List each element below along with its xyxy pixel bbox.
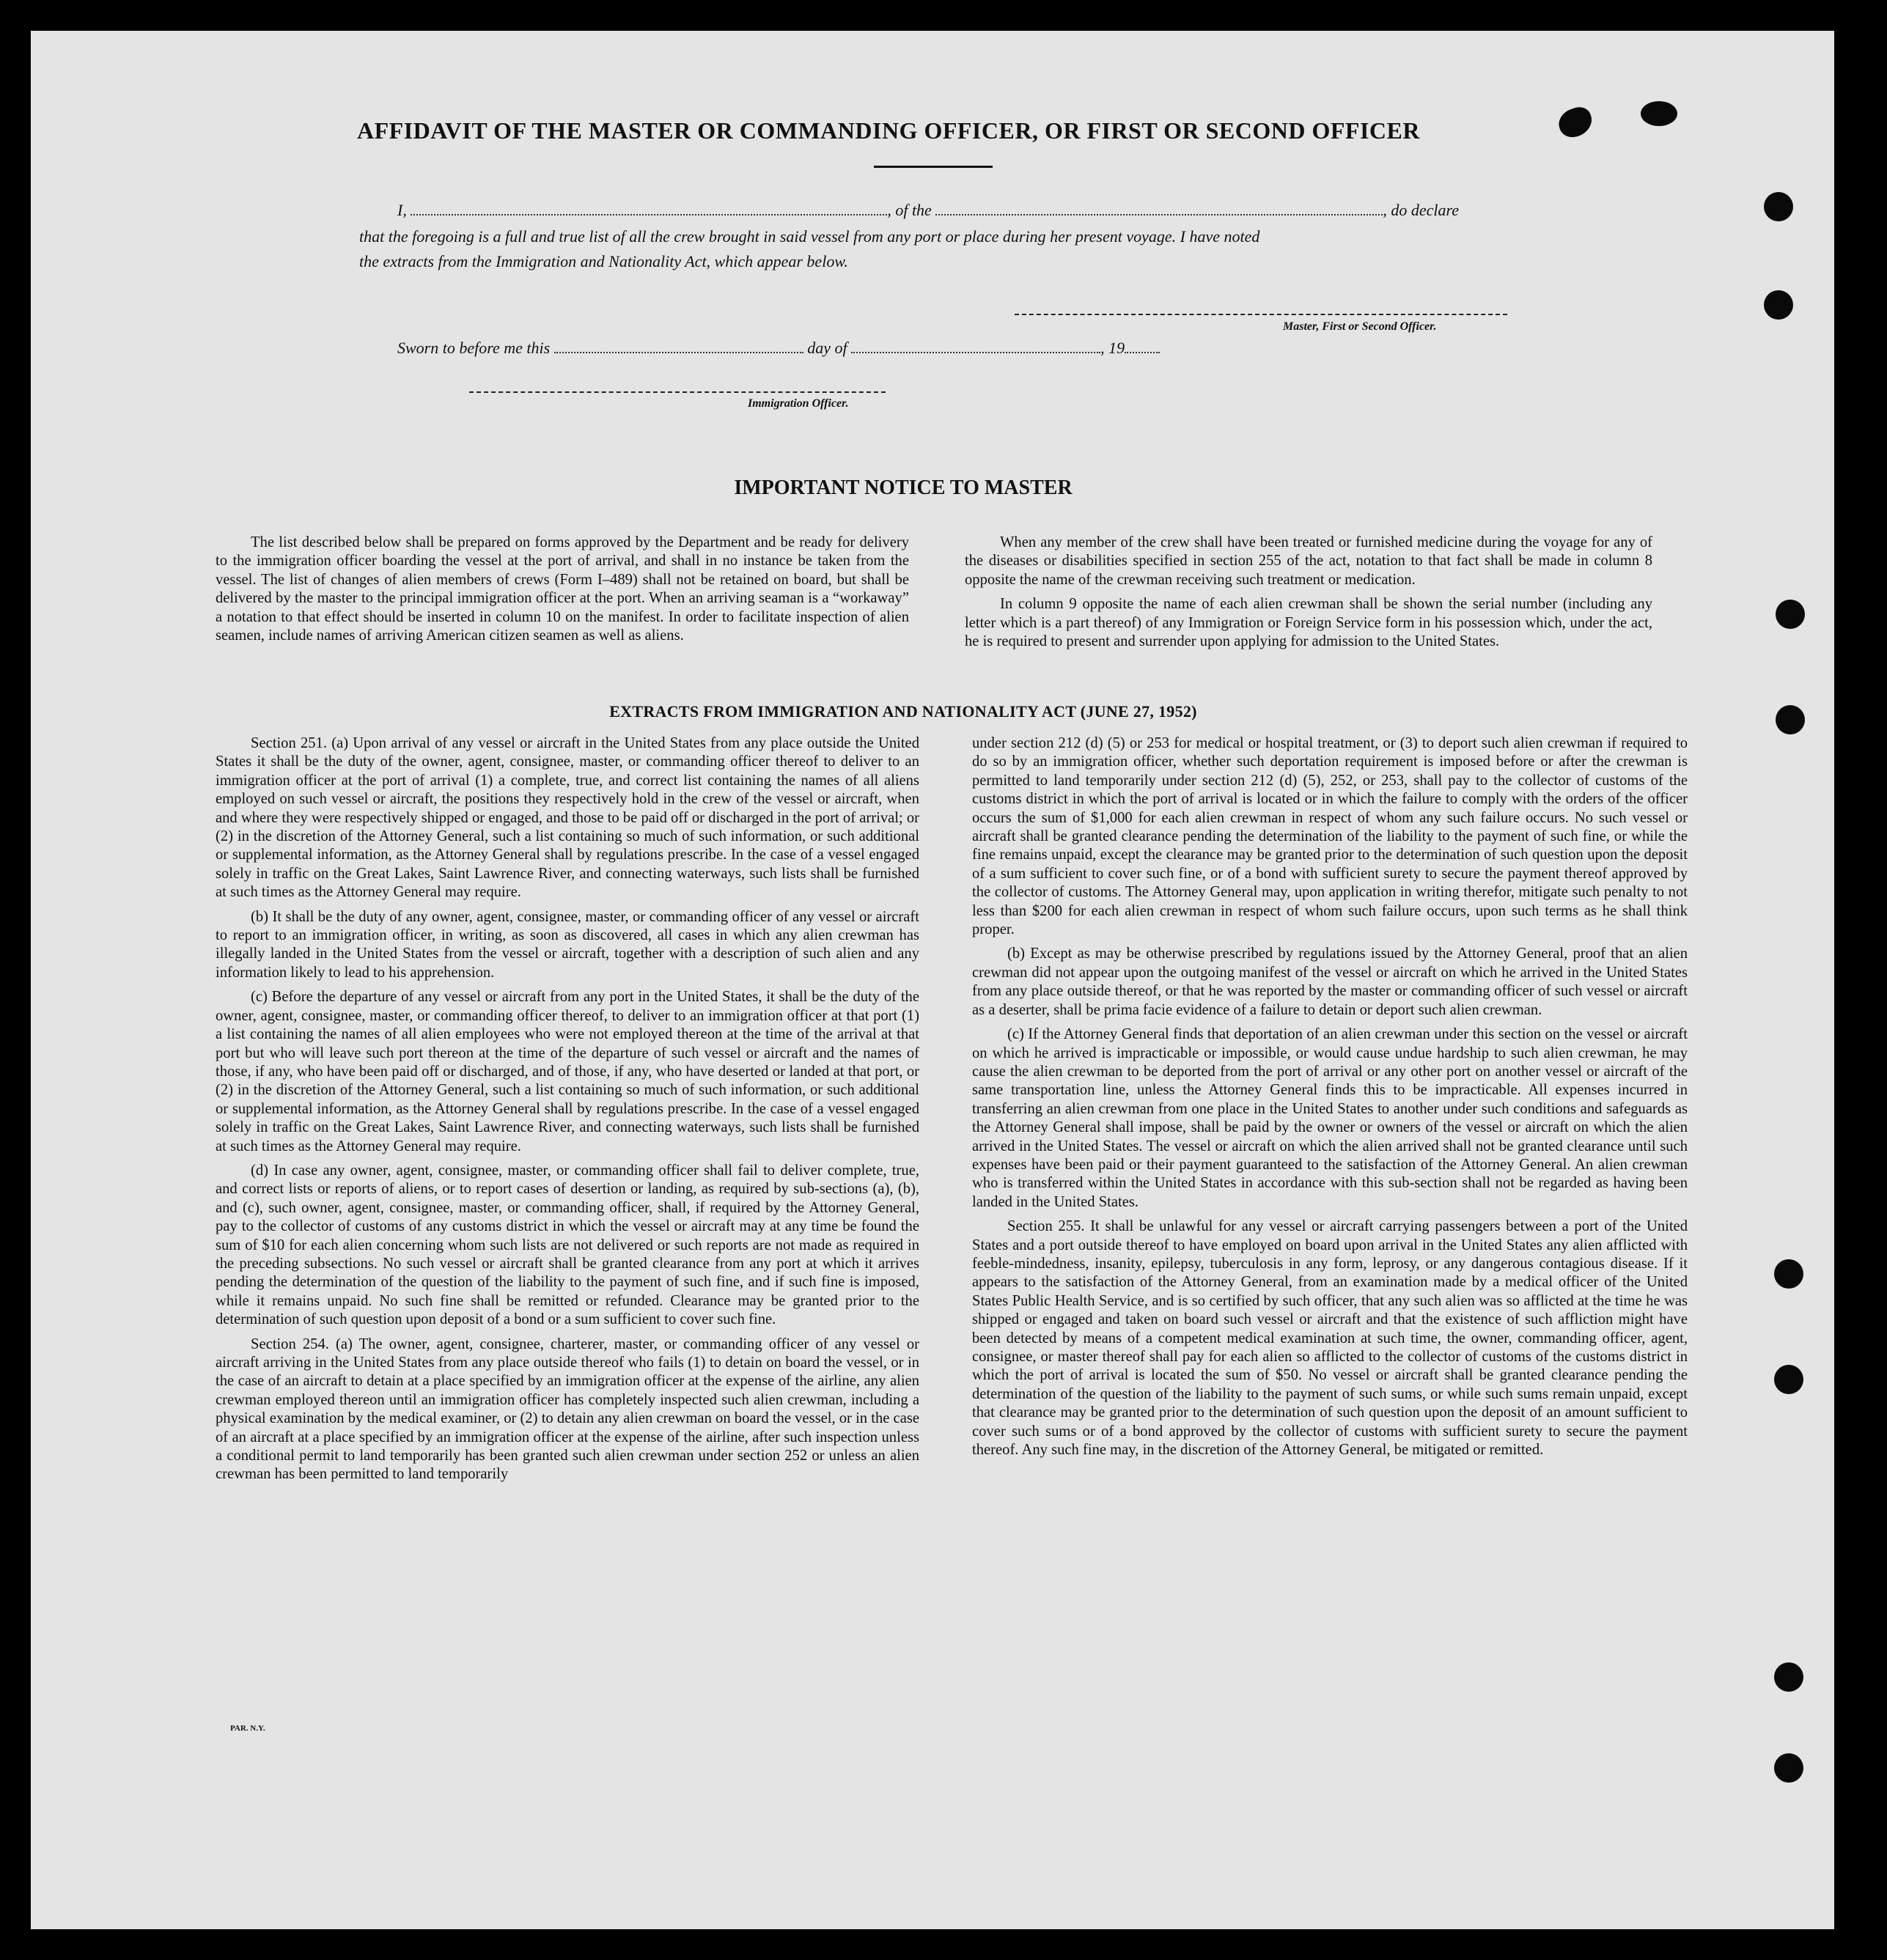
extract-section-251a: Section 251. (a) Upon arrival of any vessel or aircraft in the United States from any place outside the United States it shall be the duty of the owner, agent, consignee, master, or commanding officer thereof to deliver to an immigration officer at the port of arrival (1) a complete, true, and correct list containing the names of all aliens employed on such vessel or aircraft, the positions they respectively hold in the crew of the vessel or aircraft, when and where they were respectively shipped or engaged, and those to be paid off or discharged in the port of arrival; or (2) in the discretion of the Attorney General, such a list containing so much of such information, or such additional or supplemental information, as the Attorney General shall by regulations prescribe. In the case of a vessel engaged solely in traffic on the Great Lakes, Saint Lawrence River, and connecting waterways, such lists shall be furnished at such times as the Attorney General may require. (216, 735, 919, 901)
master-signature-caption: Master, First or Second Officer. (1283, 320, 1437, 333)
extract-section-254c: (c) If the Attorney General finds that deportation of an alien crewman under this section on the vessel or aircraft on which he arrived is impracticable or impossible, or would cause undue hardship to such alien crewman, he may cause the alien crewman to be deported from the port of arrival or any other port on another vessel or aircraft of the same transportation line, unless the Attorney General finds this to be impracticable. All expenses incurred in transferring an alien crewman from one place in the United States to another under such conditions and safeguards as the Attorney General shall impose, shall be paid by the owner or owners of the vessel or aircraft on which the alien arrived in the United States. The vessel or aircraft on which the alien arrived shall not be granted clearance until such expenses have been paid or their payment guaranteed to the satisfaction of the Attorney General. An alien crewman who is transferred within the United States in accordance with this sub-section shall not be regarded as having been landed in the United States. (972, 1026, 1688, 1210)
extracts-title: EXTRACTS FROM IMMIGRATION AND NATIONALITY ACT (JUNE 27, 1952) (609, 702, 1197, 721)
declaration-do-declare: , do declare (1383, 201, 1459, 219)
declaration-of-the: , of the (887, 201, 932, 219)
ink-blot (1641, 101, 1677, 126)
sworn-year-prefix: , 19 (1100, 339, 1125, 357)
extract-section-251d: (d) In case any owner, agent, consignee, master, or commanding officer shall fail to deliver complete, true, and correct lists or reports of aliens, or to report cases of desertion or landing, as required by sub-sections (a), (b), and (c), such owner, agent, consignee, master, or commanding officer, shall, if required by the Attorney General, pay to the collector of customs of any customs district in which the vessel or aircraft may at any time be found the sum of $10 for each alien concerning whom such lists are not delivered or such reports are not made as required in the preceding subsections. No such vessel or aircraft shall be granted clearance from any port at which it arrives pending the determination of the question of the liability to the payment of such fine, and if such fine is imposed, while it remains unpaid. No such fine shall be remitted or refunded. Clearance may be granted prior to the determination of such question upon deposit of a bond or a sum sufficient to cover such fine. (216, 1162, 919, 1328)
extract-section-251c: (c) Before the departure of any vessel or aircraft from any port in the United States, it shall be the duty of the owner, agent, consignee, master, or commanding officer thereof, to deliver to an immigration officer at that port (1) a list containing the names of all alien employees who were not employed thereon at the time of the arrival at that port but who will leave such port thereon at the time of the departure of such vessel or aircraft and the names of those, if any, who have been paid off or discharged, and of those, if any, who have deserted or landed at that port, or (2) in the discretion of the Attorney General, such a list containing so much of such information, or such additional or supplemental information, as the Attorney General shall by regulations prescribe. In the case of a vessel engaged solely in traffic on the Great Lakes, Saint Lawrence River, and connecting waterways, such lists shall be furnished at such times as the Attorney General may require. (216, 989, 919, 1154)
binder-hole (1764, 192, 1793, 221)
extracts-right-column (972, 734, 1688, 1465)
binder-hole (1774, 1259, 1803, 1289)
declaration-i: I, (397, 201, 407, 219)
sworn-day-blank[interactable] (554, 339, 803, 353)
name-blank[interactable] (411, 201, 887, 215)
binder-hole (1764, 290, 1793, 320)
notice-right-paragraph-1: When any member of the crew shall have been treated or furnished medicine during the voyage for any of the diseases or disabilities specified in section 255 of the act, notation to that fact shall be made in column 8 opposite the name of the crewman receiving such treatment or medication. (965, 534, 1652, 588)
binder-hole (1774, 1753, 1803, 1783)
printer-mark: PAR. N.Y. (230, 1724, 265, 1733)
sworn-month-blank[interactable] (851, 339, 1100, 353)
notice-left-paragraph: The list described below shall be prepared on forms approved by the Department and be ready for delivery to the immigration officer boarding the vessel at the port of arrival, and shall in no instance be taken from the vessel. The list of changes of alien members of crews (Form I–489) shall not be retained on board, but shall be delivered by the master to the principal immigration officer at the port. When an arriving seaman is a “workaway” a notation to that effect should be inserted in column 10 on the manifest. In order to facilitate inspection of alien seamen, include names of arriving American citizen seamen as well as aliens. (216, 534, 909, 644)
notice-right-paragraph-2: In column 9 opposite the name of each alien crewman shall be shown the serial number (including any letter which is a part thereof) of any Immigration or Foreign Service form in his possession which, under the act, he is required to present and surrender upon applying for admission to the United States. (965, 596, 1652, 650)
declaration-line-2: that the foregoing is a full and true list of all the crew brought in said vessel from any port or place during her present voyage. I have noted (359, 227, 1260, 246)
sworn-year-blank[interactable] (1125, 339, 1160, 353)
document-page (31, 31, 1834, 1929)
extract-section-254a-continued: under section 212 (d) (5) or 253 for medical or hospital treatment, or (3) to deport such alien crewman if required to do so by an immigration officer, whether such deportation requirement is imposed before or after the crewman is permitted to land temporarily under section 212 (d) (5), 252, or 253, shall pay to the collector of customs of the customs district in which the port of arrival is located or in which the failure to comply with the orders of the officer occurs the sum of $1,000 for each alien crewman in respect of whom any such failure occurs. No such vessel or aircraft shall be granted clearance pending the determination of the liability to the payment of such fine, or while the fine remains unpaid, except the clearance may be granted prior to the determination of such question upon the deposit of a sum sufficient to cover such fine, or of a bond with sufficient surety to secure the payment thereof approved by the collector of customs. The Attorney General may, upon application in writing therefor, mitigate such penalty to not less than $200 for each alien crewman in respect of whom such failure occurs, upon such terms as he shall think proper. (972, 735, 1688, 938)
notice-title: IMPORTANT NOTICE TO MASTER (734, 476, 1073, 499)
vessel-blank[interactable] (935, 201, 1383, 215)
extract-section-254a: Section 254. (a) The owner, agent, consignee, charterer, master, or commanding officer of any vessel or aircraft arriving in the United States from any place outside thereof who fails (1) to detain on board the vessel, or in the case of an aircraft to detain at a place specified by an immigration officer at the expense of the airline, any alien crewman employed thereon until an immigration officer has completely inspected such alien crewman, including a physical examination by the medical examiner, or (2) to detain any alien crewman on board the vessel, or in the case of an aircraft at a place specified by an immigration officer at the expense of the airline, after such inspection unless a conditional permit to land temporarily has been granted such alien crewman under section 252 or unless an alien crewman has been permitted to land temporarily (216, 1335, 919, 1483)
binder-hole (1774, 1365, 1803, 1394)
master-signature-line[interactable] (1015, 314, 1507, 315)
affidavit-title: AFFIDAVIT OF THE MASTER OR COMMANDING OFFICER, OR FIRST OR SECOND OFFICER (357, 117, 1420, 144)
sworn-line (397, 339, 1160, 358)
sworn-text: Sworn to before me this (397, 339, 551, 357)
sworn-day-of: day of (807, 339, 847, 357)
notice-right-column (965, 534, 1652, 657)
binder-hole (1776, 705, 1805, 734)
officer-signature-caption: Immigration Officer. (748, 397, 849, 410)
officer-signature-line[interactable] (469, 391, 886, 393)
binder-hole (1776, 600, 1805, 629)
extracts-left-column (216, 734, 919, 1490)
extract-section-251b: (b) It shall be the duty of any owner, agent, consignee, master, or commanding officer of any vessel or aircraft to report to an immigration officer, in writing, as soon as discovered, all cases in which any alien crewman has illegally landed in the United States from the vessel or aircraft, together with a description of such alien and any information likely to lead to his apprehension. (216, 908, 919, 981)
title-underline (874, 166, 993, 168)
declaration-line-3: the extracts from the Immigration and Nationality Act, which appear below. (359, 252, 848, 270)
declaration-line-1 (397, 201, 1459, 220)
extract-section-254b: (b) Except as may be otherwise prescribed by regulations issued by the Attorney General, proof that an alien crewman did not appear upon the outgoing manifest of the vessel or aircraft on which he arrived in the United States from any place outside thereof, or that he was reported by the master or commanding officer of such vessel or aircraft as a deserter, shall be prima facie evidence of a failure to detain or deport such alien crewman. (972, 946, 1688, 1018)
extract-section-255: Section 255. It shall be unlawful for any vessel or aircraft carrying passengers between a port of the United States and a port outside thereof to have employed on board upon arrival in the United States any alien afflicted with feeble-mindedness, insanity, epilepsy, tuberculosis in any form, leprosy, or any dangerous contagious disease. If it appears to the satisfaction of the Attorney General, from an examination made by a medical officer of the United States Public Health Service, and is so certified by such officer, that any such alien was so afflicted at the time he was shipped or engaged and taken on board such vessel or aircraft and that the existence of such affliction might have been detected by means of a competent medical examination at such time, the owner, commanding officer, agent, consignee, or master thereof shall pay for each alien so afflicted to the collector of customs of the customs district in which the port of arrival is located the sum of $50. No vessel or aircraft shall be granted clearance pending the determination of the question of the liability to the payment of such sums, or while such sums remain unpaid, except that clearance may be granted prior to the determination of such question upon the deposit of an amount sufficient to cover such sums or of a bond approved by the collector of customs with sufficient surety to secure the payment thereof. Any such fine may, in the discretion of the Attorney General, be mitigated or remitted. (972, 1218, 1688, 1459)
binder-hole (1774, 1662, 1803, 1692)
notice-left-column (216, 534, 909, 651)
